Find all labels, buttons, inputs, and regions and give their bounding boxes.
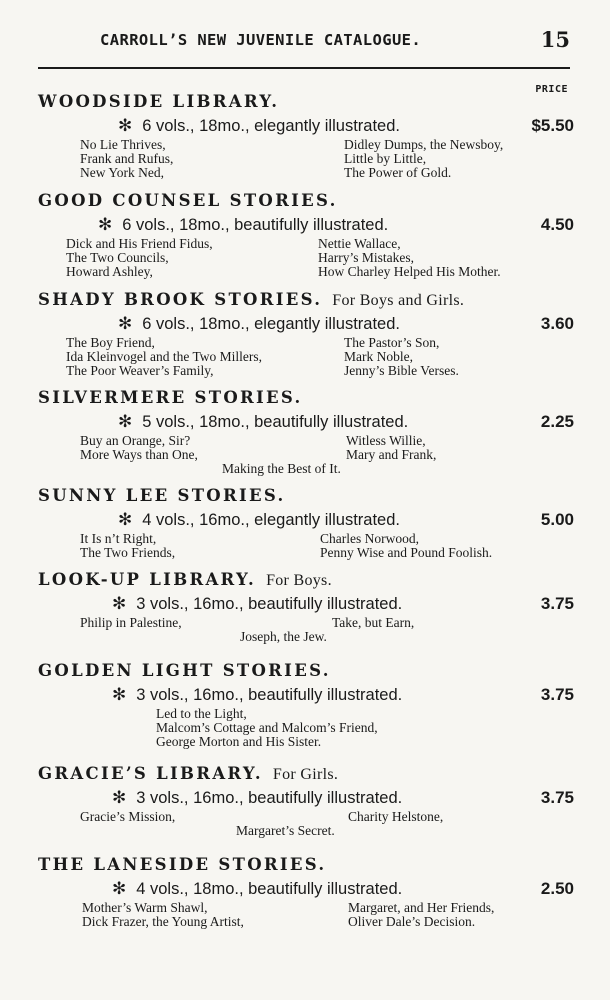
book-title: Gracie’s Mission, [80,809,176,824]
book-title: Jenny’s Bible Verses. [344,363,459,378]
library-description: 6 vols., 18mo., beautifully illustrated. [122,216,389,234]
book-titles-right [344,138,503,180]
book-titles-right [348,901,494,929]
library-price: $5.50 [531,116,574,135]
library-name: GOOD COUNSEL STORIES. [38,191,338,210]
library-description: 4 vols., 16mo., elegantly illustrated. [142,511,400,529]
book-titles-left [80,138,173,180]
library-description: 4 vols., 18mo., beautifully illustrated. [136,880,403,898]
library-description-line [98,215,388,235]
book-title: How Charley Helped His Mother. [318,264,501,279]
book-title: The Two Councils, [66,250,169,265]
book-title: Dick Frazer, the Young Artist, [82,914,244,929]
library-name: SUNNY LEE STORIES. [38,486,286,505]
asterism-icon: ✻ [98,215,113,234]
library-name: GRACIE’S LIBRARY. [38,764,263,783]
book-title: The Boy Friend, [66,335,155,350]
library-heading [38,486,286,505]
running-head [0,29,610,55]
book-title: Led to the Light, [156,706,247,721]
book-titles-left [82,901,244,929]
library-heading [38,388,303,407]
book-titles-right [344,336,459,378]
price-column-label: PRICE [535,84,568,95]
book-titles-left [80,810,175,824]
library-audience: For Boys and Girls. [332,292,465,309]
library-description: 6 vols., 18mo., elegantly illustrated. [142,315,400,333]
library-heading [38,92,279,111]
library-description-line [112,879,402,899]
book-titles-left [66,237,213,279]
book-title: The Poor Weaver’s Family, [66,363,214,378]
book-title: Buy an Orange, Sir? [80,433,191,448]
library-heading [38,290,464,310]
asterism-icon: ✻ [118,314,133,333]
library-name: WOODSIDE LIBRARY. [38,92,280,111]
library-audience: For Girls. [272,766,339,783]
library-price: 5.00 [540,510,574,529]
book-titles-left [80,532,175,560]
asterism-icon: ✻ [112,879,127,898]
library-heading [38,661,331,680]
book-title: New York Ned, [80,165,164,180]
book-titles-right [346,434,436,462]
book-title: The Two Friends, [80,545,176,560]
library-heading [38,191,338,210]
library-heading [38,855,326,874]
book-titles-right [332,616,414,630]
book-title: Charles Norwood, [320,531,419,546]
asterism-icon: ✻ [118,510,133,529]
library-description-line [112,685,402,705]
library-description-line [112,594,402,614]
library-price: 3.75 [540,685,574,704]
book-titles-right [318,237,501,279]
book-titles-left [80,616,182,630]
library-price: 2.50 [540,879,574,898]
book-title: Charity Helstone, [348,809,444,824]
book-titles-left [80,434,198,462]
library-price: 3.60 [540,314,574,333]
book-title: Mary and Frank, [346,447,437,462]
library-description-line [118,116,400,136]
library-name: GOLDEN LIGHT STORIES. [38,661,331,680]
book-title: Dick and His Friend Fidus, [66,236,213,251]
library-name: SILVERMERE STORIES. [38,388,303,407]
library-price: 4.50 [540,215,574,234]
book-title: Malcom’s Cottage and Malcom’s Friend, [156,720,378,735]
book-title: George Morton and His Sister. [156,734,322,749]
book-title: The Power of Gold. [344,165,452,180]
book-titles-left [66,336,262,378]
book-title: Margaret, and Her Friends, [348,900,495,915]
book-title: Frank and Rufus, [80,151,174,166]
book-title: Didley Dumps, the Newsboy, [344,137,504,152]
asterism-icon: ✻ [118,116,133,135]
library-audience: For Boys. [266,572,332,589]
library-description: 5 vols., 18mo., beautifully illustrated. [142,413,409,431]
library-description-line [112,788,402,808]
library-heading [38,570,332,590]
book-title: Nettie Wallace, [318,236,401,251]
header-rule [38,67,570,69]
book-titles-center [222,462,341,476]
library-description: 3 vols., 16mo., beautifully illustrated. [136,686,403,704]
book-title: No Lie Thrives, [80,137,166,152]
book-title: Howard Ashley, [66,264,153,279]
book-title: More Ways than One, [80,447,198,462]
book-title: Harry’s Mistakes, [318,250,414,265]
book-title: Ida Kleinvogel and the Two Millers, [66,349,263,364]
book-titles-center [240,630,327,644]
asterism-icon: ✻ [112,594,127,613]
book-title: Mother’s Warm Shawl, [82,900,208,915]
book-titles-center [236,824,335,838]
book-titles-right [348,810,443,824]
library-description: 3 vols., 16mo., beautifully illustrated. [136,595,403,613]
page-number: 15 [540,27,570,52]
book-title: Philip in Palestine, [80,615,182,630]
library-description-line [118,314,400,334]
library-name: LOOK-UP LIBRARY. [38,570,257,589]
library-description-line [118,412,408,432]
book-title: Little by Little, [344,151,427,166]
library-name: THE LANESIDE STORIES. [38,855,327,874]
book-title: It Is n’t Right, [80,531,157,546]
book-title: Oliver Dale’s Decision. [348,914,476,929]
book-title: Take, but Earn, [332,615,415,630]
asterism-icon: ✻ [112,788,127,807]
asterism-icon: ✻ [118,412,133,431]
book-title: Making the Best of It. [222,461,341,476]
book-title: The Pastor’s Son, [344,335,440,350]
library-price: 3.75 [540,788,574,807]
library-heading [38,764,338,784]
library-description: 3 vols., 16mo., beautifully illustrated. [136,789,403,807]
book-title: Witless Willie, [346,433,426,448]
book-titles-left [156,707,378,749]
book-titles-right [320,532,492,560]
book-title: Penny Wise and Pound Foolish. [320,545,493,560]
book-title: Mark Noble, [344,349,413,364]
library-price: 2.25 [540,412,574,431]
running-title: CARROLL’S NEW JUVENILE CATALOGUE. [100,31,422,49]
book-title: Margaret’s Secret. [236,823,335,838]
library-price: 3.75 [540,594,574,613]
library-description: 6 vols., 18mo., elegantly illustrated. [142,117,400,135]
book-title: Joseph, the Jew. [240,629,327,644]
library-description-line [118,510,400,530]
library-name: SHADY BROOK STORIES. [38,290,323,309]
asterism-icon: ✻ [112,685,127,704]
